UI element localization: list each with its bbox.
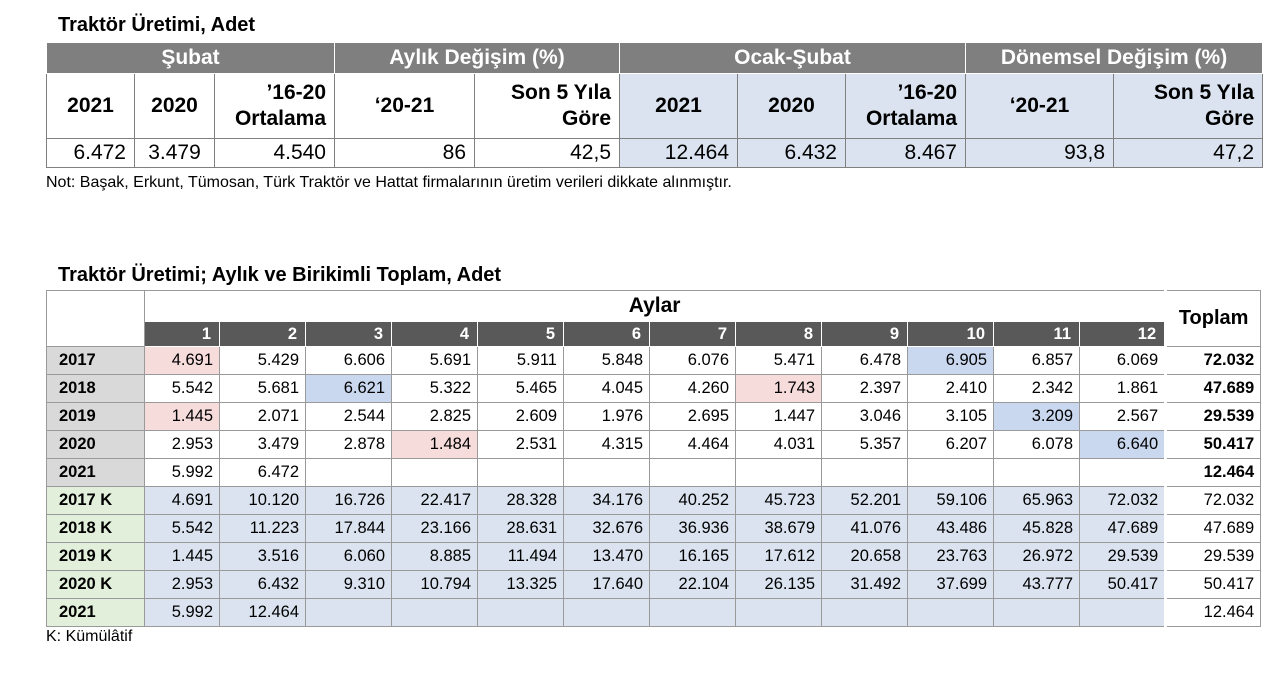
cumulative-cell [306, 599, 392, 627]
monthly-cell: 6.076 [650, 347, 736, 375]
cumulative-cell: 26.135 [736, 571, 822, 599]
monthly-cell [994, 459, 1080, 487]
monthly-cell: 4.045 [564, 375, 650, 403]
monthly-cumulative-table [46, 290, 1261, 627]
february-production-table [46, 42, 1263, 168]
cumulative-cell [564, 599, 650, 627]
monthly-cell [392, 459, 478, 487]
t1-header-line: Göre [1205, 107, 1255, 130]
monthly-cell: 1.976 [564, 403, 650, 431]
table2-title: Traktör Üretimi; Aylık ve Birikimli Toplam, Adet [58, 264, 502, 286]
row-total: 47.689 [1166, 515, 1261, 543]
cumulative-cell: 13.470 [564, 543, 650, 571]
monthly-cell: 4.315 [564, 431, 650, 459]
cumulative-cell: 41.076 [822, 515, 908, 543]
monthly-row-2018 [47, 375, 1261, 403]
monthly-cell: 6.069 [1080, 347, 1166, 375]
cumulative-cell: 20.658 [822, 543, 908, 571]
cumulative-cell: 34.176 [564, 487, 650, 515]
t1-header-line: ‘20-21 [1009, 94, 1070, 117]
row-label: 2020 K [47, 571, 145, 599]
cumulative-cell: 16.726 [306, 487, 392, 515]
t1-header-9 [1114, 74, 1263, 139]
t1-header-8 [966, 74, 1114, 139]
t1-header-6 [738, 74, 846, 139]
corner-cell [47, 291, 145, 347]
monthly-cell [736, 459, 822, 487]
cumulative-cell: 11.494 [478, 543, 564, 571]
monthly-cell: 6.478 [822, 347, 908, 375]
row-label: 2021 [47, 599, 145, 627]
monthly-cell: 5.429 [220, 347, 306, 375]
monthly-cell: 2.410 [908, 375, 994, 403]
monthly-cell: 4.691 [145, 347, 220, 375]
monthly-cell: 4.464 [650, 431, 736, 459]
cumulative-cell: 59.106 [908, 487, 994, 515]
monthly-cell [1080, 459, 1166, 487]
monthly-row-2021 [47, 459, 1261, 487]
t1-header-line: Göre [561, 107, 611, 130]
monthly-cell [306, 459, 392, 487]
monthly-cell: 4.031 [736, 431, 822, 459]
table1-title: Traktör Üretimi, Adet [58, 14, 256, 36]
cumulative-row-2017 K [47, 487, 1261, 515]
cumulative-cell: 32.676 [564, 515, 650, 543]
monthly-cell: 2.531 [478, 431, 564, 459]
monthly-cell: 5.681 [220, 375, 306, 403]
cumulative-cell: 17.612 [736, 543, 822, 571]
row-total: 47.689 [1166, 375, 1261, 403]
month-header-5: 5 [478, 322, 564, 347]
cumulative-cell: 13.325 [478, 571, 564, 599]
cumulative-cell: 17.844 [306, 515, 392, 543]
cumulative-cell: 65.963 [994, 487, 1080, 515]
t1-header-line: ’16-20 [266, 81, 326, 104]
month-header-3: 3 [306, 322, 392, 347]
month-header-11: 11 [994, 322, 1080, 347]
t1-header-1 [135, 74, 215, 139]
monthly-cell: 5.471 [736, 347, 822, 375]
monthly-cell: 5.542 [145, 375, 220, 403]
cumulative-row-2019 K [47, 543, 1261, 571]
cumulative-cell [736, 599, 822, 627]
monthly-cell: 2.695 [650, 403, 736, 431]
cumulative-cell: 22.417 [392, 487, 478, 515]
cumulative-row-2018 K [47, 515, 1261, 543]
t1-value-5: 12.464 [620, 139, 738, 168]
month-header-1: 1 [145, 322, 220, 347]
cumulative-cell: 12.464 [220, 599, 306, 627]
monthly-cell: 6.472 [220, 459, 306, 487]
monthly-cell: 6.606 [306, 347, 392, 375]
t1-header-line: Son 5 Yıla [511, 81, 611, 104]
monthly-cell: 2.878 [306, 431, 392, 459]
cumulative-cell: 8.885 [392, 543, 478, 571]
cumulative-cell [650, 599, 736, 627]
t1-header-4 [475, 74, 620, 139]
monthly-cell: 3.105 [908, 403, 994, 431]
cumulative-cell: 23.763 [908, 543, 994, 571]
monthly-cell: 5.322 [392, 375, 478, 403]
cumulative-cell: 43.777 [994, 571, 1080, 599]
cumulative-cell: 2.953 [145, 571, 220, 599]
monthly-cell: 6.207 [908, 431, 994, 459]
monthly-cell: 1.447 [736, 403, 822, 431]
monthly-cell: 1.445 [145, 403, 220, 431]
row-label: 2021 [47, 459, 145, 487]
row-label: 2017 [47, 347, 145, 375]
row-label: 2018 K [47, 515, 145, 543]
t1-value-8: 93,8 [966, 139, 1114, 168]
cumulative-cell: 37.699 [908, 571, 994, 599]
cumulative-cell [392, 599, 478, 627]
cumulative-cell: 72.032 [1080, 487, 1166, 515]
cumulative-cell: 28.631 [478, 515, 564, 543]
monthly-cell: 6.905 [908, 347, 994, 375]
t1-value-9: 47,2 [1114, 139, 1263, 168]
cumulative-cell: 28.328 [478, 487, 564, 515]
monthly-cell: 5.357 [822, 431, 908, 459]
month-header-8: 8 [736, 322, 822, 347]
row-total: 12.464 [1166, 599, 1261, 627]
month-header-9: 9 [822, 322, 908, 347]
row-label: 2018 [47, 375, 145, 403]
cumulative-cell: 10.120 [220, 487, 306, 515]
monthly-cell: 5.992 [145, 459, 220, 487]
monthly-cell [650, 459, 736, 487]
group-ocak-subat: Ocak-Şubat [620, 43, 966, 74]
cumulative-cell: 1.445 [145, 543, 220, 571]
t1-header-line: Ortalama [865, 107, 957, 130]
row-total: 12.464 [1166, 459, 1261, 487]
cumulative-cell: 11.223 [220, 515, 306, 543]
monthly-cell: 2.609 [478, 403, 564, 431]
monthly-row-2017 [47, 347, 1261, 375]
monthly-cell: 1.743 [736, 375, 822, 403]
t1-header-line: 2020 [768, 94, 815, 117]
cumulative-cell: 50.417 [1080, 571, 1166, 599]
monthly-cell: 2.397 [822, 375, 908, 403]
monthly-cell: 6.078 [994, 431, 1080, 459]
month-header-2: 2 [220, 322, 306, 347]
group-donemsel-degisim: Dönemsel Değişim (%) [966, 43, 1263, 74]
monthly-cell [908, 459, 994, 487]
t1-header-5 [620, 74, 738, 139]
t1-value-3: 86 [335, 139, 475, 168]
month-header-4: 4 [392, 322, 478, 347]
cumulative-cell: 6.432 [220, 571, 306, 599]
t1-header-2 [215, 74, 335, 139]
t1-header-line: ‘20-21 [374, 94, 435, 117]
note-text: Not: Başak, Erkunt, Tümosan, Türk Traktör ve Hattat firmalarının üretim verileri dikkate alınmıştır. [46, 174, 732, 191]
monthly-cell: 4.260 [650, 375, 736, 403]
cumulative-cell: 31.492 [822, 571, 908, 599]
cumulative-cell: 6.060 [306, 543, 392, 571]
t1-header-7 [846, 74, 966, 139]
cumulative-cell: 5.992 [145, 599, 220, 627]
t1-header-0 [47, 74, 135, 139]
cumulative-cell: 36.936 [650, 515, 736, 543]
monthly-cell: 3.046 [822, 403, 908, 431]
t1-value-2: 4.540 [215, 139, 335, 168]
cumulative-cell: 23.166 [392, 515, 478, 543]
monthly-cell [564, 459, 650, 487]
monthly-cell: 3.479 [220, 431, 306, 459]
monthly-cell: 2.567 [1080, 403, 1166, 431]
group-aylik-degisim: Aylık Değişim (%) [335, 43, 620, 74]
monthly-cell: 6.640 [1080, 431, 1166, 459]
cumulative-cell: 17.640 [564, 571, 650, 599]
cumulative-cell [908, 599, 994, 627]
monthly-cell: 2.342 [994, 375, 1080, 403]
t1-header-3 [335, 74, 475, 139]
row-total: 72.032 [1166, 487, 1261, 515]
monthly-cell: 6.621 [306, 375, 392, 403]
monthly-cell: 5.691 [392, 347, 478, 375]
monthly-cell: 2.825 [392, 403, 478, 431]
t1-header-line: Son 5 Yıla [1154, 81, 1255, 104]
toplam-header: Toplam [1166, 291, 1261, 347]
cumulative-cell: 5.542 [145, 515, 220, 543]
month-header-6: 6 [564, 322, 650, 347]
monthly-row-2019 [47, 403, 1261, 431]
cumulative-cell: 40.252 [650, 487, 736, 515]
monthly-cell: 5.911 [478, 347, 564, 375]
t1-value-0: 6.472 [47, 139, 135, 168]
cumulative-cell: 43.486 [908, 515, 994, 543]
row-label: 2020 [47, 431, 145, 459]
month-header-7: 7 [650, 322, 736, 347]
cumulative-row-2021 [47, 599, 1261, 627]
monthly-cell: 5.848 [564, 347, 650, 375]
footnote: K: Kümülâtif [46, 628, 133, 645]
monthly-cell: 5.465 [478, 375, 564, 403]
t1-value-4: 42,5 [475, 139, 620, 168]
cumulative-cell: 45.828 [994, 515, 1080, 543]
cumulative-cell: 10.794 [392, 571, 478, 599]
cumulative-cell: 52.201 [822, 487, 908, 515]
cumulative-cell: 45.723 [736, 487, 822, 515]
cumulative-cell [994, 599, 1080, 627]
cumulative-row-2020 K [47, 571, 1261, 599]
row-label: 2019 [47, 403, 145, 431]
monthly-cell: 2.544 [306, 403, 392, 431]
month-header-12: 12 [1080, 322, 1166, 347]
row-total: 50.417 [1166, 431, 1261, 459]
t1-value-1: 3.479 [135, 139, 215, 168]
row-total: 29.539 [1166, 543, 1261, 571]
cumulative-cell: 26.972 [994, 543, 1080, 571]
cumulative-cell: 16.165 [650, 543, 736, 571]
t1-value-7: 8.467 [846, 139, 966, 168]
row-label: 2017 K [47, 487, 145, 515]
monthly-cell: 6.857 [994, 347, 1080, 375]
monthly-cell: 1.861 [1080, 375, 1166, 403]
t1-header-line: 2021 [655, 94, 702, 117]
group-subat: Şubat [47, 43, 335, 74]
monthly-cell: 2.953 [145, 431, 220, 459]
cumulative-cell: 4.691 [145, 487, 220, 515]
aylar-header: Aylar [145, 291, 1166, 322]
cumulative-cell [1080, 599, 1166, 627]
row-label: 2019 K [47, 543, 145, 571]
cumulative-cell: 29.539 [1080, 543, 1166, 571]
monthly-row-2020 [47, 431, 1261, 459]
cumulative-cell [822, 599, 908, 627]
monthly-cell [822, 459, 908, 487]
t1-header-line: 2020 [151, 94, 198, 117]
monthly-cell: 2.071 [220, 403, 306, 431]
t1-header-line: ’16-20 [897, 81, 957, 104]
t1-header-line: 2021 [67, 94, 114, 117]
cumulative-cell [478, 599, 564, 627]
cumulative-cell: 47.689 [1080, 515, 1166, 543]
cumulative-cell: 22.104 [650, 571, 736, 599]
row-total: 29.539 [1166, 403, 1261, 431]
month-header-10: 10 [908, 322, 994, 347]
row-total: 72.032 [1166, 347, 1261, 375]
row-total: 50.417 [1166, 571, 1261, 599]
monthly-cell: 1.484 [392, 431, 478, 459]
cumulative-cell: 38.679 [736, 515, 822, 543]
cumulative-cell: 9.310 [306, 571, 392, 599]
t1-value-6: 6.432 [738, 139, 846, 168]
cumulative-cell: 3.516 [220, 543, 306, 571]
monthly-cell [478, 459, 564, 487]
t1-header-line: Ortalama [234, 107, 326, 130]
monthly-cell: 3.209 [994, 403, 1080, 431]
